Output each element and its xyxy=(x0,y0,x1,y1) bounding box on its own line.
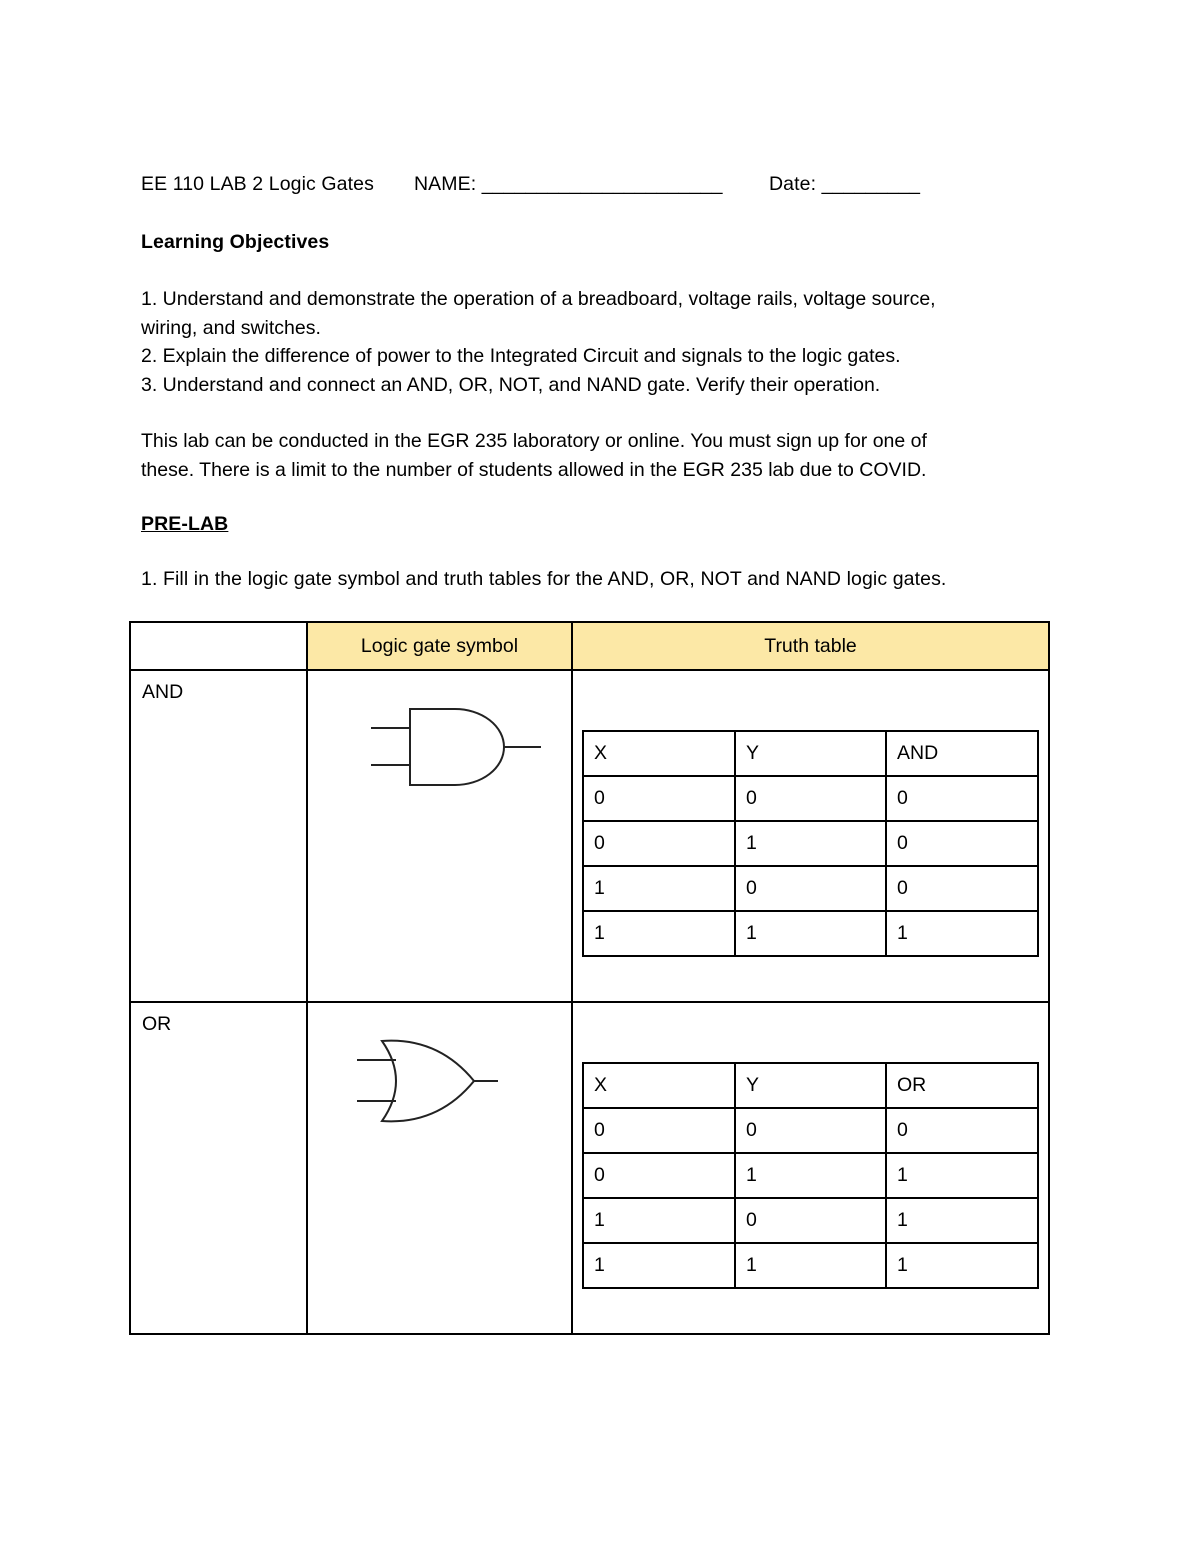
symbol-cell xyxy=(307,670,572,1002)
truth-cell-value: 0 xyxy=(735,776,886,821)
header-truth: Truth table xyxy=(572,622,1049,670)
truth-header-cell: X xyxy=(583,731,735,776)
truth-cell-value: 0 xyxy=(735,1198,886,1243)
truth-cell-value: 1 xyxy=(735,821,886,866)
name-field: NAME: ______________________ xyxy=(414,173,723,195)
truth-cell-value: 0 xyxy=(583,1108,735,1153)
truth-header-cell: AND xyxy=(886,731,1038,776)
objective-item: 1. Understand and demonstrate the operation of a breadboard, voltage rails, voltage source, xyxy=(141,288,936,310)
truth-header-cell: X xyxy=(583,1063,735,1108)
objective-item: 2. Explain the difference of power to the Integrated Circuit and signals to the logic gates. xyxy=(141,345,901,367)
objectives-list xyxy=(141,285,1041,399)
truth-row xyxy=(583,1153,1038,1198)
truth-header-cell: Y xyxy=(735,731,886,776)
truth-row xyxy=(583,1243,1038,1288)
truth-cell-value: 0 xyxy=(583,821,735,866)
intro-line: these. There is a limit to the number of students allowed in the EGR 235 lab due to COVID. xyxy=(141,458,927,481)
symbol-cell xyxy=(307,1002,572,1334)
truth-cell xyxy=(572,670,1049,1002)
truth-header-row xyxy=(583,1063,1038,1108)
truth-row xyxy=(583,911,1038,956)
truth-cell-value: 1 xyxy=(735,911,886,956)
date-field: Date: _________ xyxy=(769,173,921,195)
truth-cell-value: 1 xyxy=(735,1153,886,1198)
intro-paragraph xyxy=(141,427,1041,484)
truth-header-cell: OR xyxy=(886,1063,1038,1108)
gate-label-cell xyxy=(130,1002,307,1334)
objectives-heading: Learning Objectives xyxy=(141,231,330,253)
header-blank-cell xyxy=(130,622,307,670)
truth-cell-value: 1 xyxy=(886,1198,1038,1243)
truth-cell-value: 1 xyxy=(583,1243,735,1288)
truth-cell-value: 1 xyxy=(886,911,1038,956)
truth-row xyxy=(583,776,1038,821)
prelab-instruction: 1. Fill in the logic gate symbol and truth tables for the AND, OR, NOT and NAND logic gates. xyxy=(141,568,947,590)
truth-header-row xyxy=(583,731,1038,776)
truth-cell-value: 0 xyxy=(886,1108,1038,1153)
header-symbol: Logic gate symbol xyxy=(307,622,572,670)
intro-line: This lab can be conducted in the EGR 235 laboratory or online. You must sign up for one of xyxy=(141,430,927,452)
truth-table xyxy=(582,730,1039,957)
truth-cell-value: 0 xyxy=(886,866,1038,911)
truth-cell-value: 0 xyxy=(886,776,1038,821)
gate-label-cell xyxy=(130,670,307,1002)
and-gate-icon xyxy=(308,671,573,801)
gate-table xyxy=(129,621,1050,1335)
truth-cell-value: 0 xyxy=(886,821,1038,866)
gate-label: AND xyxy=(142,681,184,703)
truth-cell-value: 1 xyxy=(583,911,735,956)
truth-cell-value: 1 xyxy=(583,866,735,911)
truth-cell-value: 1 xyxy=(886,1243,1038,1288)
objective-item: 3. Understand and connect an AND, OR, NOT, and NAND gate. Verify their operation. xyxy=(141,373,881,396)
truth-table xyxy=(582,1062,1039,1289)
objective-item: wiring, and switches. xyxy=(141,316,321,339)
truth-header-cell: Y xyxy=(735,1063,886,1108)
truth-row xyxy=(583,866,1038,911)
truth-cell-value: 0 xyxy=(735,866,886,911)
truth-cell-value: 0 xyxy=(583,776,735,821)
doc-title: EE 110 LAB 2 Logic Gates xyxy=(141,173,374,195)
truth-cell-value: 1 xyxy=(735,1243,886,1288)
truth-cell xyxy=(572,1002,1049,1334)
truth-row xyxy=(583,1108,1038,1153)
truth-cell-value: 1 xyxy=(886,1153,1038,1198)
truth-cell-value: 0 xyxy=(735,1108,886,1153)
or-gate-icon xyxy=(308,1003,573,1133)
gate-label: OR xyxy=(142,1013,172,1035)
truth-row xyxy=(583,821,1038,866)
truth-cell-value: 1 xyxy=(583,1198,735,1243)
truth-cell-value: 0 xyxy=(583,1153,735,1198)
prelab-heading: PRE-LAB xyxy=(141,513,229,535)
truth-row xyxy=(583,1198,1038,1243)
